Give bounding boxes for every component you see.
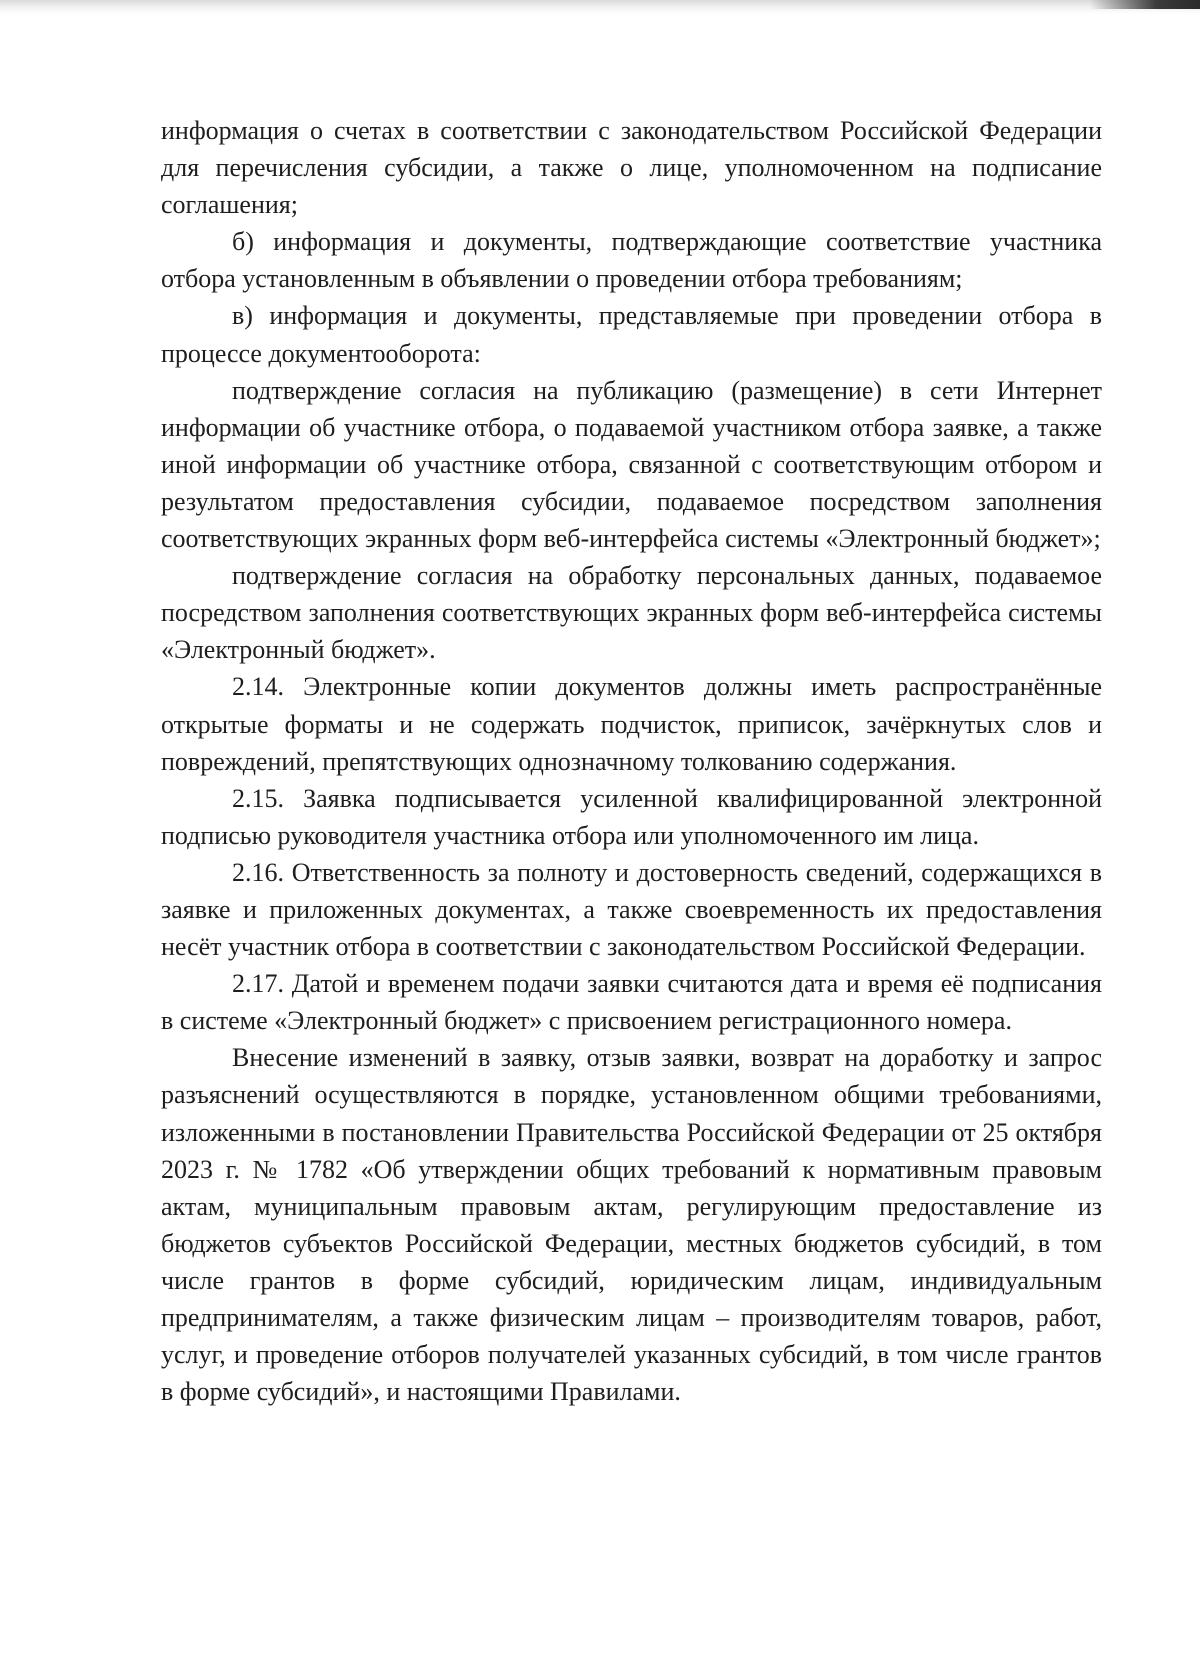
paragraph-2-14: 2.14. Электронные копии документов должны иметь распространённые открытые форматы и не содержать подчисток, приписок, зачёркнутых слов и повреждений, препятствующих однозначному толкованию содержания. <box>161 672 1102 776</box>
paragraph-accounts-info: информация о счетах в соответствии с законодательством Российской Федерации для перечисления субсидии, а также о лице, уполномоченном на подписание соглашения; <box>161 116 1102 220</box>
paragraph-2-15: 2.15. Заявка подписывается усиленной квалифицированной электронной подписью руководителя участника отбора или уполномоченного им лица. <box>161 783 1102 850</box>
paragraph-consent-personal-data: подтверждение согласия на обработку персональных данных, подаваемое посредством заполнения соответствующих экранных форм веб-интерфейса системы «Электронный бюджет». <box>161 561 1102 665</box>
scan-edge-top <box>0 0 1200 14</box>
paragraph-consent-publication: подтверждение согласия на публикацию (размещение) в сети Интернет информации об участнике отбора, о подаваемой участником отбора заявке, а также иной информации об участнике отбора, связанной с соответствующим отбором и результатом предоставления субсидии, подаваемое посредством заполнения соответствующих экранных форм веб-интерфейса системы «Электронный бюджет»; <box>161 375 1102 554</box>
paragraph-2-17: 2.17. Датой и временем подачи заявки считаются дата и время её подписания в системе «Электронный бюджет» с присвоением регистрационного номера. <box>161 969 1102 1036</box>
paragraph-item-v: в) информация и документы, представляемые при проведении отбора в процессе документооборота: <box>161 301 1102 368</box>
paragraph-changes-withdrawal: Внесение изменений в заявку, отзыв заявки, возврат на доработку и запрос разъяснений осуществляются в порядке, установленном общими требованиями, изложенными в постановлении Правительства Российской Федерации от 25 октября 2023 г. № 1782 «Об утверждении общих требований к нормативным правовым актам, муниципальным правовым актам, регулирующим предоставление из бюджетов субъектов Российской Федерации, местных бюджетов субсидий, в том числе грантов в форме субсидий, юридическим лицам, индивидуальным предпринимателям, а также физическим лицам – производителям товаров, работ, услуг, и проведение отборов получателей указанных субсидий, в том числе грантов в форме субсидий», и настоящими Правилами. <box>161 1043 1102 1407</box>
document-body <box>161 112 1102 1410</box>
paragraph-item-b: б) информация и документы, подтверждающие соответствие участника отбора установленным в объявлении о проведении отбора требованиям; <box>161 227 1102 294</box>
scan-edge-shadow <box>1090 0 1200 9</box>
paragraph-2-16: 2.16. Ответственность за полноту и достоверность сведений, содержащихся в заявке и приложенных документах, а также своевременность их предоставления несёт участник отбора в соответствии с законодательством Российской Федерации. <box>161 857 1102 962</box>
